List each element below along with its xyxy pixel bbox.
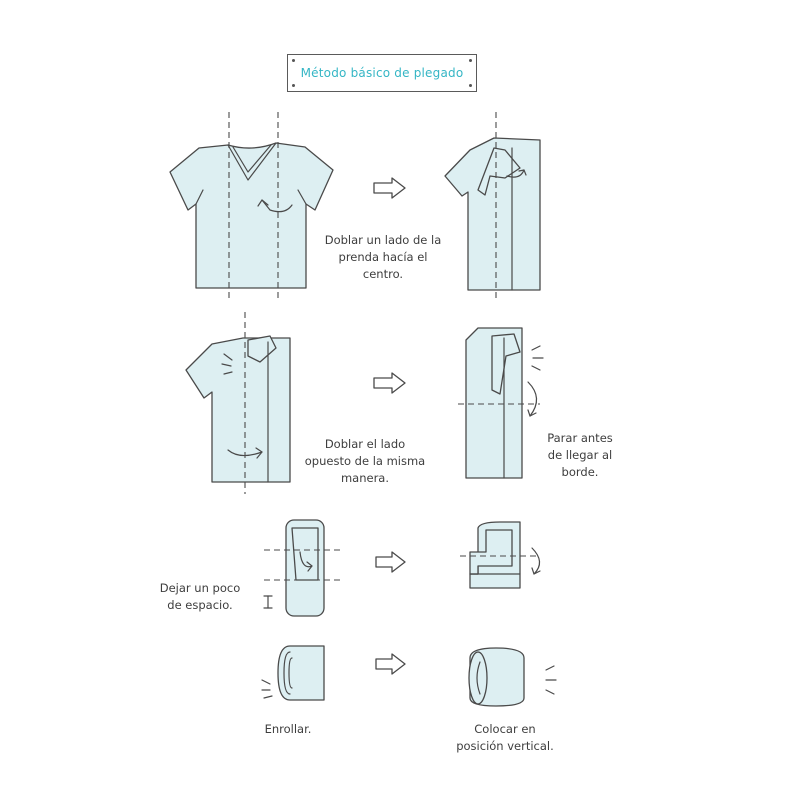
- right-arrow-icon: [376, 654, 405, 674]
- rolled-shirt-illustration: [262, 646, 324, 700]
- shirt-strip-illustration: [264, 520, 344, 616]
- step-caption-fold-opposite: Doblar el lado opuesto de la misma manera.: [304, 437, 426, 485]
- right-arrow-icon: [374, 373, 405, 393]
- step-caption-leave-space: Dejar un poco de espacio.: [159, 581, 241, 612]
- diagram-title: Método básico de plegado: [300, 66, 464, 80]
- right-arrow-icon: [376, 552, 405, 572]
- shirt-strip-folded-illustration: [460, 522, 540, 588]
- step-caption-stand-upright: Colocar en posición vertical.: [456, 722, 554, 753]
- step-caption-stop-before-edge: Parar antes de llegar al borde.: [547, 431, 613, 479]
- shirt-one-side-folded-illustration: [445, 112, 540, 300]
- right-arrow-icon: [374, 178, 405, 198]
- step-caption-fold-one-side: Doblar un lado de la prenda hacía el centro.: [324, 233, 442, 281]
- shirt-folded-once-illustration: [186, 312, 290, 494]
- step-caption-roll: Enrollar.: [264, 722, 312, 736]
- upright-roll-illustration: [469, 648, 556, 706]
